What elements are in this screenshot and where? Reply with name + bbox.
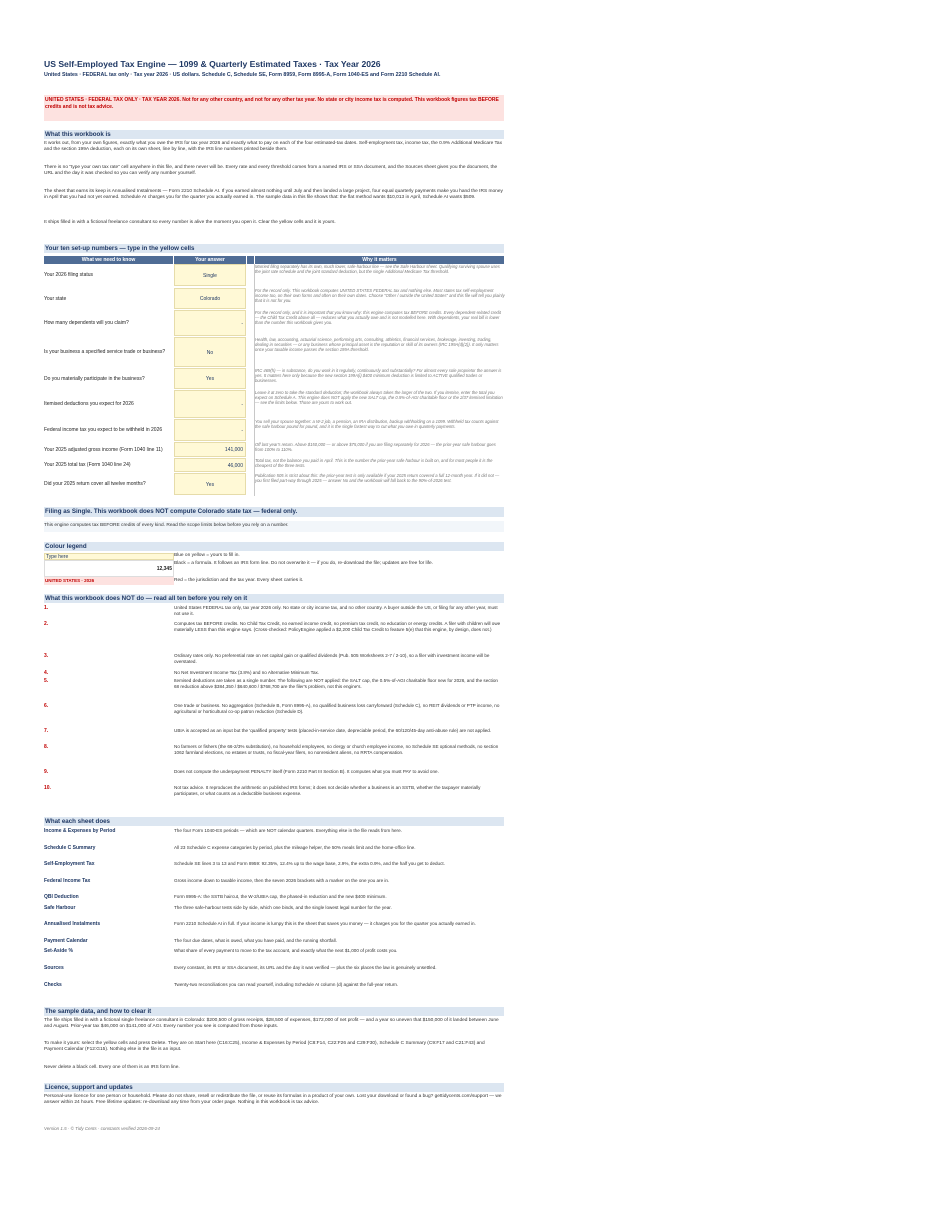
filing-note: This engine computes tax BEFORE credits of every kind. Read the scope limits below before you rely on a number. xyxy=(44,521,504,532)
sheet-name[interactable]: Safe Harbour xyxy=(44,905,76,911)
setup-why-note: For the record only. This workbook computes UNITED STATES FEDERAL tax and nothing else. Most states tax self-employment income too, on their own forms and often on their own dates. Choose "Other / outside the United States" and this file will tell you plainly that it is not for you. xyxy=(255,288,505,303)
sample-paragraph-2: To make it yours: select the yellow cells and press Delete. They are on Start here (C16:C25), Income & Expenses by Period (C8:F14, C22:F26 and C29:F30), Schedule C Summary (C9:F17 and C21:F43) and Payment Calendar (F12:G15). Nothing else in the file is an input. xyxy=(44,1041,485,1052)
limit-text: Computes tax BEFORE credits. No Child Tax Credit, no earned income credit, no premium tax credit, no education or energy credits. A filer with children will owe materially LESS than this engine says. (Cross-checked: PolicyEngine applied a $2,200 Child Tax Credit to feature 5(e) that this engine, by design, does not.) xyxy=(174,621,501,632)
setup-row xyxy=(44,473,504,495)
limit-number: 6. xyxy=(44,703,49,709)
section-heading-legend: Colour legend xyxy=(44,542,504,551)
legend-input-description: Blue on yellow = yours to fill in. xyxy=(174,553,240,558)
setup-question: How many dependents will you claim? xyxy=(44,320,129,326)
setup-why-note: Leave it at zero to take the standard deduction; the workbook always takes the larger of the two. If you itemise, enter the total you expect on Schedule A. This engine does NOT apply the new SALT cap, the 0.5%-of-AGI charitable floor or the 2/37 itemised limitation — see the limits below. Those are yours to work out. xyxy=(255,390,503,405)
limit-text: UBIA is accepted as an input but the 'qualified property' tests (placed-in-service date, depreciable period, the 60/120/45-day anti-abuse rule) are not applied. xyxy=(174,728,492,733)
sample-paragraph-3: Never delete a black cell. Every one of them is an IRS form line. xyxy=(44,1065,180,1070)
sheet-description: Gross income down to taxable income, then the seven 2026 brackets with a marker on the one you are in. xyxy=(174,878,390,883)
version-footer: Version 1.5 · © Tidy Cents · constants verified 2026-09-24 xyxy=(44,1126,160,1131)
setup-question: Your 2026 filing status xyxy=(44,272,94,278)
column-header-answer: Your answer xyxy=(174,256,246,264)
setup-answer-input[interactable]: - xyxy=(174,390,246,418)
sheet-description: All 23 Schedule C expense categories by period, plus the mileage helper, the 50% meals limit and the home-office line. xyxy=(174,845,416,850)
sheet-description: The three safe-harbour tests side by side, which one binds, and the single lowest legal number for the year. xyxy=(174,905,392,910)
column-header-spacer xyxy=(247,256,254,264)
sheet-description: Twenty-two reconciliations you can read yourself, including Schedule AI column (d) against the full-year return. xyxy=(174,982,399,987)
setup-why-note: IRC 469(h) — in substance, do you work in it regularly, continuously and substantially? For almost every sole proprietor the answer is yes. It matters here only because the new section 199A(i) $400 minimum deduction is limited to ACTIVE qualified trades or businesses. xyxy=(255,368,502,383)
sheet-name[interactable]: QBI Deduction xyxy=(44,894,79,900)
setup-why-note: Health, law, accounting, actuarial science, performing arts, consulting, athletics, financial services, brokerage, investing, trading, dealing in securities — or any business whose principal asset is the reputation or skill of its owners (IRC 199A(d)(2)). It only matters once your taxable income passes the section 199A threshold. xyxy=(255,337,499,352)
setup-why-note: For the record only, and it is important that you know why: this engine computes tax BEFORE credits. Every dependent-related credit — the Child Tax Credit above all — reduces what you actually owe and is not modelled here. With dependents, your real bill is lower than the number this workbook gives you. xyxy=(255,310,501,325)
limit-number: 4. xyxy=(44,670,49,676)
setup-row xyxy=(44,368,504,389)
setup-question: Your 2025 adjusted gross income (Form 1040 line 11) xyxy=(44,446,163,453)
sheet-name[interactable]: Income & Expenses by Period xyxy=(44,828,116,834)
setup-row xyxy=(44,337,504,367)
section-heading-about: What this workbook is xyxy=(44,130,504,139)
setup-table-header xyxy=(44,256,504,264)
sheet-name[interactable]: Sources xyxy=(44,965,64,971)
setup-answer-input[interactable]: 141,000 xyxy=(174,442,246,457)
limit-number: 7. xyxy=(44,728,49,734)
setup-question: Your state xyxy=(44,295,67,302)
setup-row xyxy=(44,419,504,441)
setup-why-note: Publication 505 is strict about this: the prior-year test is only available if your 2025 return covered a full 12-month year. If it did not — you first filed part-way through 2025 — answer No and the workbook will fall back to the 90%-of-2026 test. xyxy=(255,473,500,483)
limit-number: 3. xyxy=(44,653,49,659)
setup-row xyxy=(44,442,504,457)
column-header-why: Why it matters xyxy=(255,256,504,264)
sheet-name[interactable]: Schedule C Summary xyxy=(44,845,96,851)
setup-answer-input[interactable]: Yes xyxy=(174,473,246,495)
setup-question: Your 2025 total tax (Form 1040 line 24) xyxy=(44,462,131,468)
limit-text: Not tax advice. It reproduces the arithmetic on published IRS forms; it does not decide whether a business is an SSTB, whether the taxpayer materially participates, or what counts as a deductible business expense. xyxy=(174,785,481,796)
setup-answer-input[interactable]: Single xyxy=(174,264,246,286)
setup-answer-input[interactable]: No xyxy=(174,337,246,367)
limit-number: 9. xyxy=(44,769,49,775)
setup-row xyxy=(44,310,504,336)
sheet-description: The four Form 1040-ES periods — which are NOT calendar quarters. Everything else in the file reads from here. xyxy=(174,828,402,833)
sheet-name[interactable]: Annualised Instalments xyxy=(44,921,101,927)
limit-number: 1. xyxy=(44,605,49,611)
setup-row xyxy=(44,458,504,472)
setup-row xyxy=(44,288,504,309)
setup-why-note: You sell your spouse together: a W-2 job, a pension, an IRA distribution, backup withholding on a 1099. Withheld tax counts against the safe harbour pound for pound, and it is the single fastest way to cut what you owe in quarterly payments. xyxy=(255,419,499,429)
setup-question: Federal income tax you expect to be withheld in 2026 xyxy=(44,427,163,433)
limit-text: No Net Investment Income Tax (3.8%) and no Alternative Minimum Tax. xyxy=(174,670,320,675)
sheet-name[interactable]: Checks xyxy=(44,982,62,988)
setup-answer-input[interactable]: Colorado xyxy=(174,288,246,309)
sheet-description: The four due dates, what is owed, what you have paid, and the running shortfall. xyxy=(174,938,337,943)
sheet-description: What share of every payment to move to the tax account, and exactly what the next $1,000 of profit costs you. xyxy=(174,948,398,953)
legend-jurisdiction-sample: UNITED STATES · 2026 xyxy=(44,577,174,585)
about-paragraph-2: There is no "type your own tax rate" cell anywhere in this file, and there never will be. Every rate and every threshold comes from a named IRS or SSA document, and the Sources sheet gives you the document, the URL and the day it was checked so you can verify any number yourself. xyxy=(44,165,498,176)
limit-text: Does not compute the underpayment PENALTY itself (Form 2210 Part III Section B). It computes what you must PAY to avoid one. xyxy=(174,769,439,774)
limit-text: Ordinary rates only. No preferential rate on net capital gain or qualified dividends (Pub. 505 Worksheets 2-7 / 2-10), so a filer with investment income will be overstated. xyxy=(174,653,490,664)
section-heading-setup: Your ten set-up numbers — type in the yellow cells xyxy=(44,244,504,253)
limit-text: No farmers or fishers (the 66-2/3% substitution), no household employees, no clergy or church employee income, no Schedule SE optional methods, no section 1062 farmland elections, no estates or trusts, no fiscal-year filers, no nonresident aliens, no RRTA compensation. xyxy=(174,744,499,755)
limit-text: Itemised deductions are taken as a single number. The following are NOT applied: the SALT cap, the 0.5%-of-AGI charitable floor new for 2026, and the section 68 reduction above $384,350 / $640,600 / $768,700 are the filer's problem, not this engine's. xyxy=(174,678,498,689)
setup-why-note: Total tax, not the balance you paid in April. This is the number the prior-year safe harbour is built on, and for most people it is the cheapest of the three tests. xyxy=(255,458,493,468)
setup-answer-input[interactable]: Yes xyxy=(174,368,246,389)
column-header-need: What we need to know xyxy=(44,256,173,264)
setup-question: Did your 2025 return cover all twelve months? xyxy=(44,481,146,487)
section-heading-sheets: What each sheet does xyxy=(44,817,504,826)
setup-row xyxy=(44,264,504,286)
sheet-description: Form 8995-A: the SSTB haircut, the W-2/UBIA cap, the phased-in reduction and the new $400 minimum. xyxy=(174,894,387,899)
jurisdiction-banner: UNITED STATES · FEDERAL TAX ONLY · TAX YEAR 2026. Not for any other country, and not for any other tax year. No state or city income tax is computed. This workbook figures tax BEFORE credits and is not tax advice. xyxy=(44,95,504,121)
limit-number: 10. xyxy=(44,785,51,791)
limit-number: 2. xyxy=(44,621,49,627)
limit-text: United States FEDERAL tax only, tax year 2026 only. No state or city income tax, and no other country. A buyer outside the US, or filing for any other year, must not use it. xyxy=(174,605,498,616)
setup-question: Itemised deductions you expect for 2026 xyxy=(44,401,134,407)
about-paragraph-1: It works out, from your own figures, exactly what you owe the IRS for tax year 2026 and exactly what to pay on each of the four estimated-tax dates. Self-employment tax, income tax, the 0.9% Additional Medicare Tax and the section 199A deduction, each on its own sheet, line by line, with the IRS line numbers printed beside them. xyxy=(44,141,502,152)
section-heading-sample: The sample data, and how to clear it xyxy=(44,1007,504,1016)
sheet-description: Schedule SE lines 3 to 13 and Form 8959: 92.35%, 12.4% up to the wage base, 2.9%, the extra 0.9%, and the half you get to deduct. xyxy=(174,861,445,866)
page-subtitle: United States · FEDERAL tax only · Tax year 2026 · US dollars. Schedule C, Schedule SE, Form 8959, Form 8995-A, Form 1040-ES and Form 2210 Schedule AI. xyxy=(44,72,441,78)
sheet-description: Every constant, its IRS or SSA document, its URL and the day it was verified — plus the six places the law is genuinely unsettled. xyxy=(174,965,437,970)
sheet-description: Form 2210 Schedule AI in full. If your income is lumpy this is the sheet that saves you money — it charges you for the quarter you actually earned in. xyxy=(174,921,476,926)
sheet-name[interactable]: Self-Employment Tax xyxy=(44,861,95,867)
setup-row xyxy=(44,390,504,418)
section-heading-limits: What this workbook does NOT do — read all ten before you rely on it xyxy=(44,594,504,603)
filing-status-heading: Filing as Single. This workbook does NOT compute Colorado state tax — federal only. xyxy=(44,507,504,517)
setup-answer-input[interactable]: - xyxy=(174,310,246,336)
licence-paragraph: Personal-use licence for one person or household. Please do not share, resell or redistribute the file, or reuse its formulas in a product of your own. Lost your download or found a bug? gettidycents.com/support — we answer within 24 hours. Free lifetime updates: re-download any time from your order page. Nothing in this workbook is tax advice. xyxy=(44,1094,502,1105)
section-heading-licence: Licence, support and updates xyxy=(44,1083,504,1092)
limit-text: One trade or business. No aggregation (Schedule B, Form 8995-A), no qualified business loss carryforward (Schedule C), no REIT dividends or PTP income, no agricultural or horticultural co-op patron reduction (Schedule D). xyxy=(174,703,500,714)
setup-answer-input[interactable]: - xyxy=(174,419,246,441)
setup-answer-input[interactable]: 46,000 xyxy=(174,458,246,472)
legend-input-sample: Type here xyxy=(44,553,174,560)
limit-number: 5. xyxy=(44,678,49,684)
about-paragraph-3: The sheet that earns its keep is Annualised Instalments — Form 2210 Schedule AI. If you earned almost nothing until July and then landed a large project, four equal quarterly payments make you hand the IRS money in April that you had not yet earned. Schedule AI charges you for the quarter you actually earned in. The sample data in this file shows that: the flat method wants $10,013 in April, Schedule AI wants $509. xyxy=(44,189,503,200)
setup-why-note: Married filing separately has its own, much lower, safe-harbour line — see the Safe Harbour sheet. Qualifying surviving spouse uses the joint rate schedule and the joint standard deduction, but the single Additional Medicare Tax threshold. xyxy=(255,264,500,274)
legend-formula-description: Black = a formula. It follows an IRS form line. Do not overwrite it — if you do, re-download the file; updates are free for life. xyxy=(174,561,434,566)
about-paragraph-4: It ships filled in with a fictional freelance consultant so every number is alive the moment you open it. Clear the yellow cells and it is yours. xyxy=(44,220,336,225)
sample-paragraph-1: The file ships filled in with a fictional single freelance consultant in Colorado: $200,500 of gross receipts, $28,500 of expenses, $172,000 of net profit — and a year so uneven that $150,000 of it landed between June and August. Prior-year tax $46,000 on $141,000 of AGI. Every number you see is computed from those inputs. xyxy=(44,1018,499,1029)
legend-jurisdiction-description: Red = the jurisdiction and the tax year. Every sheet carries it. xyxy=(174,578,304,583)
sheet-name[interactable]: Set-Aside % xyxy=(44,948,73,954)
page-title: US Self-Employed Tax Engine — 1099 & Quarterly Estimated Taxes · Tax Year 2026 xyxy=(44,59,381,69)
legend-formula-sample: 12,345 xyxy=(44,560,174,577)
setup-question: Do you materially participate in the business? xyxy=(44,375,145,382)
setup-why-note: Off last year's return. Above $150,000 — or above $75,000 if you are filing separately for 2026 — the prior-year safe harbour goes from 100% to 110%. xyxy=(255,442,496,452)
limit-number: 8. xyxy=(44,744,49,750)
setup-question: Is your business a specified service trade or business? xyxy=(44,349,166,355)
sheet-name[interactable]: Payment Calendar xyxy=(44,938,88,944)
sheet-name[interactable]: Federal Income Tax xyxy=(44,878,91,884)
